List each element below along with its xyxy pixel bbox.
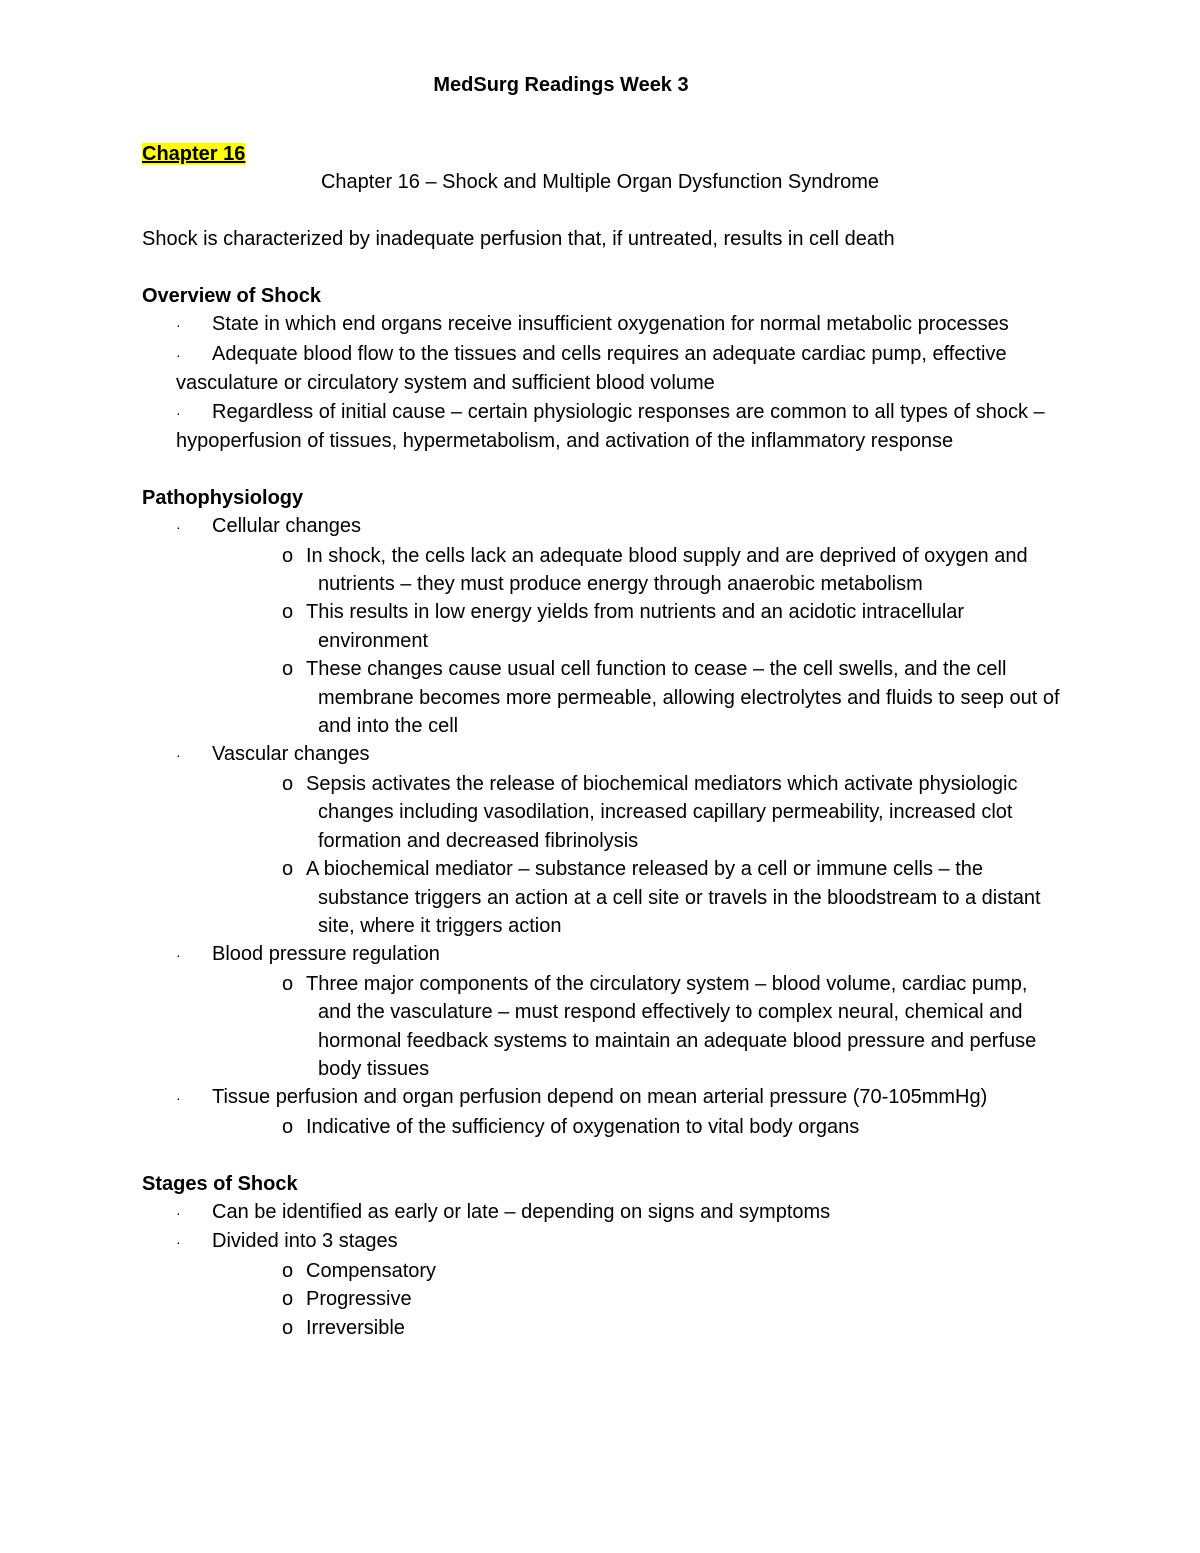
sub-bullet-marker: o: [282, 1115, 294, 1138]
sub-list-item-text: This results in low energy yields from nutrients and an acidotic intracellular environment: [306, 601, 965, 652]
sub-bullet-marker: o: [282, 658, 294, 681]
sub-list-item: [142, 770, 1062, 855]
sub-list-item: [142, 655, 1062, 740]
sub-list-item-text: A biochemical mediator – substance released by a cell or immune cells – the substance triggers an action at a cell site or travels in the bloodstream to a distant site, where it triggers action: [306, 858, 1041, 937]
bullet-marker: ·: [176, 317, 181, 334]
sub-list-item-text: Compensatory: [306, 1259, 437, 1282]
chapter-row: [142, 140, 1062, 168]
list-item-text: Divided into 3 stages: [212, 1230, 398, 1253]
chapter-label: Chapter 16: [142, 143, 246, 165]
sub-list-item: [142, 1314, 1062, 1342]
intro-paragraph: Shock is characterized by inadequate perfusion that, if untreated, results in cell death: [142, 228, 895, 251]
sub-list-item-text: These changes cause usual cell function to cease – the cell swells, and the cell membrane becomes more permeable, allowing electrolytes and fluids to seep out of and into the cell: [306, 658, 1060, 738]
sub-bullet-marker: o: [282, 1316, 294, 1339]
chapter-title: Chapter 16 – Shock and Multiple Organ Dysfunction Syndrome: [320, 171, 880, 194]
bullet-marker: ·: [176, 346, 181, 363]
sub-list-item: [142, 598, 1062, 655]
sub-list-item: [142, 1257, 1062, 1285]
sub-bullet-marker: o: [282, 772, 294, 795]
sub-bullet-marker: o: [282, 601, 294, 624]
sub-list-item: [142, 542, 1062, 599]
list-item-text: State in which end organs receive insufficient oxygenation for normal metabolic processes: [212, 313, 1009, 336]
list-item-text: Blood pressure regulation: [212, 943, 440, 966]
list-item: [142, 512, 1062, 541]
spacer: [142, 455, 1062, 483]
section-heading-stages: Stages of Shock: [142, 1172, 298, 1195]
list-item: [142, 1227, 1062, 1256]
sub-list-item: [142, 1285, 1062, 1313]
sub-bullet-marker: o: [282, 972, 294, 995]
bullet-marker: ·: [176, 947, 181, 964]
bullet-marker: ·: [176, 1204, 181, 1221]
list-item: [142, 310, 1062, 339]
list-item: [142, 398, 1062, 456]
spacer: [142, 1141, 1062, 1169]
bullet-marker: ·: [176, 519, 181, 536]
list-item: [142, 1083, 1062, 1112]
sub-bullet-marker: o: [282, 858, 294, 881]
list-item-text: Vascular changes: [212, 743, 370, 766]
sub-list-item-text: Three major components of the circulatory system – blood volume, cardiac pump, and the vasculature – must respond effectively to complex neural, chemical and hormonal feedback systems to maintain an adequate blood pressure and perfuse body tissues: [306, 972, 1037, 1080]
sub-bullet-marker: o: [282, 544, 294, 567]
sub-list-item-text: Sepsis activates the release of biochemical mediators which activate physiologic changes including vasodilation, increased capillary permeability, increased clot formation and decreased fibrinolysis: [306, 772, 1018, 852]
spacer: [142, 197, 1062, 225]
sub-list-item-text: Irreversible: [306, 1316, 405, 1339]
list-item-text: Tissue perfusion and organ perfusion depend on mean arterial pressure (70-105mmHg): [212, 1086, 988, 1109]
sub-list-item: [142, 855, 1062, 940]
list-item: [142, 1198, 1062, 1227]
document-title: MedSurg Readings Week 3: [433, 74, 689, 96]
list-item: [142, 740, 1062, 769]
sub-bullet-marker: o: [282, 1259, 294, 1282]
list-item-text: Adequate blood flow to the tissues and cells requires an adequate cardiac pump, effective vasculature or circulatory system and sufficient blood volume: [176, 342, 1007, 395]
section-heading-overview: Overview of Shock: [142, 285, 321, 307]
list-item-text: Can be identified as early or late – depending on signs and symptoms: [212, 1200, 831, 1223]
list-item-text: Cellular changes: [212, 515, 361, 538]
bullet-marker: ·: [176, 1234, 181, 1251]
sub-list-item-text: Indicative of the sufficiency of oxygenation to vital body organs: [306, 1115, 860, 1138]
sub-list-item-text: Progressive: [306, 1288, 412, 1311]
bullet-marker: ·: [176, 747, 181, 764]
section-heading-pathophysiology: Pathophysiology: [142, 486, 304, 509]
list-item-text: Regardless of initial cause – certain physiologic responses are common to all types of shock – hypoperfusion of tissues, hypermetabolism, and activation of the inflammatory response: [176, 400, 1045, 453]
sub-list-item: [142, 1113, 1062, 1141]
bullet-marker: ·: [176, 1090, 181, 1107]
sub-list-item-text: In shock, the cells lack an adequate blood supply and are deprived of oxygen and nutrients – they must produce energy through anaerobic metabolism: [306, 544, 1028, 596]
bullet-marker: ·: [176, 404, 181, 421]
document-body: [142, 140, 1062, 1342]
list-item: [142, 940, 1062, 969]
list-item: [142, 340, 1062, 398]
spacer: [142, 254, 1062, 282]
sub-list-item: [142, 970, 1062, 1084]
sub-bullet-marker: o: [282, 1288, 294, 1311]
